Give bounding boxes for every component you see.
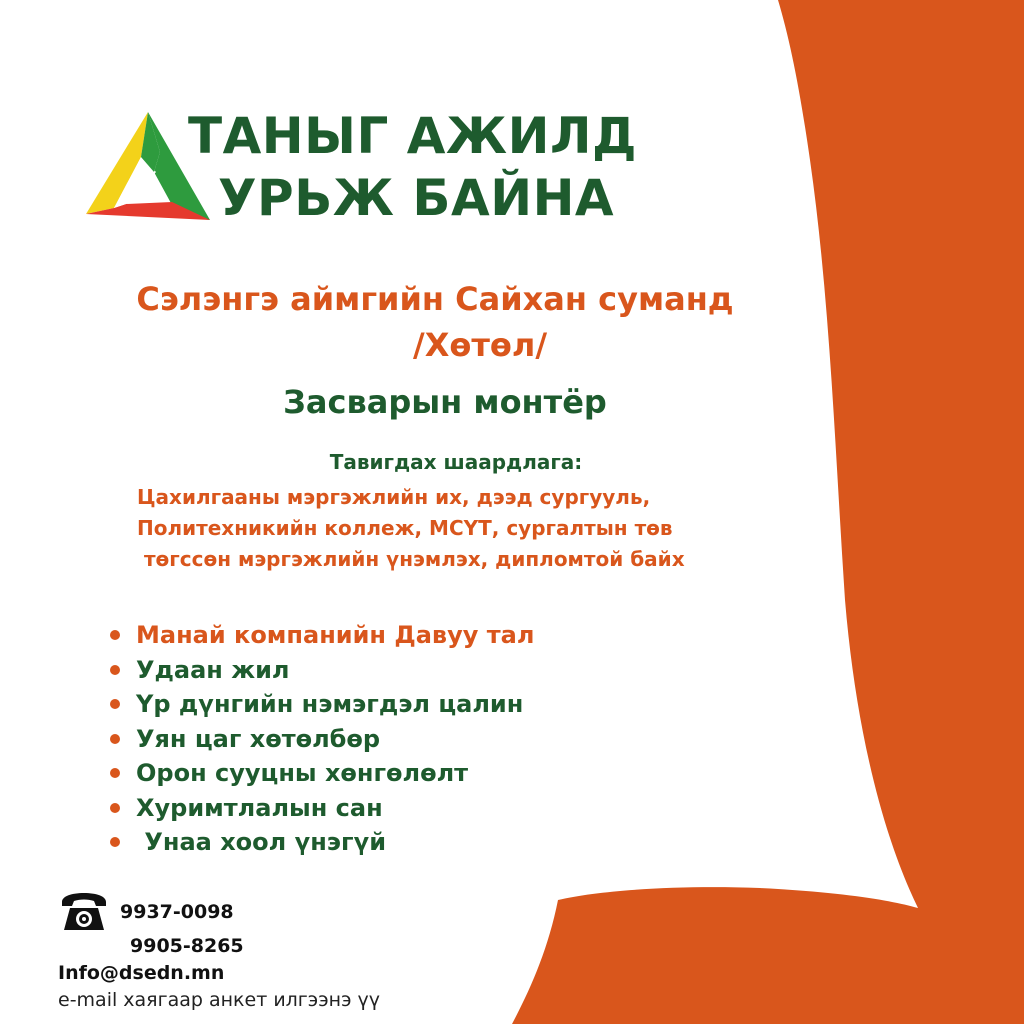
location <box>60 276 810 368</box>
requirements-line: Политехникийн коллеж, МСҮТ, сургалтын төв <box>137 516 673 540</box>
location-line-2: /Хөтөл/ <box>413 326 547 364</box>
benefit-text: Орон сууцны хөнгөлөлт <box>136 759 469 787</box>
requirements-line: Цахилгааны мэргэжлийн их, дээд сургууль, <box>137 485 651 509</box>
requirements-heading: Тавигдах шаардлага: <box>329 450 583 474</box>
benefit-text: Хуримтлалын сан <box>136 793 383 822</box>
bullet-icon <box>110 665 120 675</box>
list-item <box>110 653 534 688</box>
bullet-icon <box>110 768 120 778</box>
email-instruction: e-mail хаягаар анкет илгээнэ үү <box>58 989 381 1011</box>
bullet-icon <box>110 803 120 813</box>
list-item <box>110 791 534 826</box>
requirements-line: төгссөн мэргэжлийн үнэмлэх, дипломтой байх <box>137 547 685 571</box>
email-address: Info@dsedn.mn <box>58 962 225 984</box>
list-item <box>110 722 534 757</box>
benefit-text: Унаа хоол үнэгүй <box>136 828 387 856</box>
benefits-list <box>110 618 534 860</box>
requirements-text <box>137 482 685 575</box>
list-item <box>110 618 534 653</box>
headline <box>188 105 637 229</box>
list-item <box>110 756 534 791</box>
benefit-text: Үр дүнгийн нэмэгдэл цалин <box>136 690 524 718</box>
benefit-text: Манай компанийн Давуу тал <box>136 621 535 649</box>
contact-block <box>58 892 380 1014</box>
bullet-icon <box>110 734 120 744</box>
benefit-text: Уян цаг хөтөлбөр <box>136 724 381 753</box>
phone-number-2: 9905-8265 <box>130 935 244 957</box>
location-line-1: Сэлэнгэ аймгийн Сайхан суманд <box>136 280 734 318</box>
benefit-text: Удаан жил <box>136 655 290 684</box>
headline-line-2: УРЬЖ БАЙНА <box>218 169 615 227</box>
bullet-icon <box>110 699 120 709</box>
headline-line-1: ТАНЫГ АЖИЛД <box>188 107 638 165</box>
list-item <box>110 825 534 860</box>
telephone-icon <box>58 892 110 932</box>
bullet-icon <box>110 837 120 847</box>
phone-row <box>58 892 380 932</box>
position-title: Засварын монтёр <box>283 383 607 421</box>
phone-number-1: 9937-0098 <box>120 901 234 923</box>
bullet-icon <box>110 630 120 640</box>
list-item <box>110 687 534 722</box>
